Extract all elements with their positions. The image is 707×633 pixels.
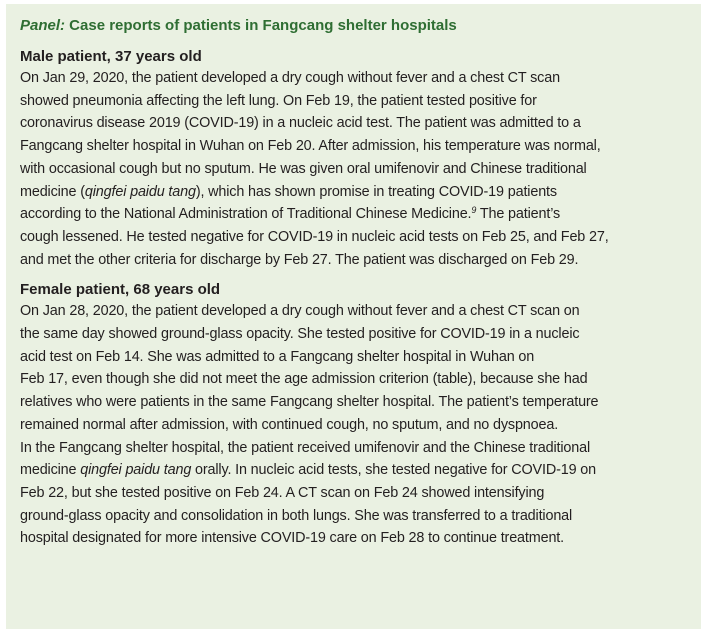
body-text: the same day showed ground-glass opacity. She tested positive for COVID-19 in a nucleic — [20, 326, 580, 343]
panel-title — [20, 16, 687, 36]
body-line — [20, 67, 687, 90]
body-line — [20, 135, 687, 158]
case-male-patient — [20, 46, 687, 271]
body-text: medicine ( — [20, 183, 85, 200]
body-text: with occasional cough but no sputum. He was given oral umifenovir and Chinese traditional — [20, 160, 587, 177]
body-text: Fangcang shelter hospital in Wuhan on Feb 20. After admission, his temperature was normal, — [20, 138, 601, 155]
body-line — [20, 112, 687, 135]
body-text: Feb 17, even though she did not meet the age admission criterion (table), because she had — [20, 371, 588, 388]
body-line — [20, 391, 687, 414]
panel-title-label: Panel: — [20, 17, 66, 34]
case-body — [20, 67, 687, 271]
body-text: orally. In nucleic acid tests, she tested negative for COVID-19 on — [191, 462, 596, 479]
body-line — [20, 300, 687, 323]
body-text: cough lessened. He tested negative for COVID-19 in nucleic acid tests on Feb 25, and Feb 27, — [20, 228, 609, 245]
body-text: In the Fangcang shelter hospital, the patient received umifenovir and the Chinese traditional — [20, 439, 591, 456]
reference-superscript: 9 — [471, 205, 477, 216]
body-text: hospital designated for more intensive COVID-19 care on Feb 28 to continue treatment. — [20, 530, 564, 547]
body-line — [20, 437, 687, 460]
panel-title-text: Case reports of patients in Fangcang shelter hospitals — [65, 17, 457, 34]
body-line — [20, 323, 687, 346]
body-line — [20, 226, 687, 249]
body-line — [20, 482, 687, 505]
body-text: acid test on Feb 14. She was admitted to a Fangcang shelter hospital in Wuhan on — [20, 348, 535, 365]
medicine-name-italic: qingfei paidu tang — [84, 183, 196, 200]
body-line — [20, 90, 687, 113]
body-text: ), which has shown promise in treating COVID-19 patients — [195, 183, 557, 200]
case-female-patient — [20, 279, 687, 550]
body-text: according to the National Administration of Traditional Chinese Medicine. — [20, 206, 472, 223]
body-line — [20, 527, 687, 550]
body-text: coronavirus disease 2019 (COVID-19) in a nucleic acid test. The patient was admitted to a — [20, 115, 581, 132]
body-line — [20, 459, 687, 482]
body-line — [20, 505, 687, 528]
body-line — [20, 368, 687, 391]
body-line — [20, 346, 687, 369]
body-text: Feb 22, but she tested positive on Feb 24. A CT scan on Feb 24 showed intensifying — [20, 484, 545, 501]
case-heading: Female patient, 68 years old — [20, 281, 221, 299]
case-body — [20, 300, 687, 550]
body-text: medicine — [20, 462, 81, 479]
medicine-name-italic: qingfei paidu tang — [80, 462, 192, 479]
body-line — [20, 414, 687, 437]
body-text: ground-glass opacity and consolidation in both lungs. She was transferred to a traditional — [20, 507, 573, 524]
body-text: showed pneumonia affecting the left lung. On Feb 19, the patient tested positive for — [20, 92, 537, 109]
body-line — [20, 181, 687, 204]
body-text: The patient’s — [476, 206, 561, 223]
case-report-panel — [6, 4, 701, 629]
body-line — [20, 203, 687, 226]
body-text: and met the other criteria for discharge by Feb 27. The patient was discharged on Feb 29. — [20, 251, 579, 268]
body-text: remained normal after admission, with continued cough, no sputum, and no dyspnoea. — [20, 416, 559, 433]
body-line — [20, 249, 687, 272]
body-text: relatives who were patients in the same Fangcang shelter hospital. The patient’s temperature — [20, 394, 599, 411]
body-text: On Jan 29, 2020, the patient developed a dry cough without fever and a chest CT scan — [20, 70, 560, 86]
body-text: On Jan 28, 2020, the patient developed a dry cough without fever and a chest CT scan on — [20, 303, 580, 320]
body-line — [20, 158, 687, 181]
case-heading: Male patient, 37 years old — [20, 48, 202, 65]
